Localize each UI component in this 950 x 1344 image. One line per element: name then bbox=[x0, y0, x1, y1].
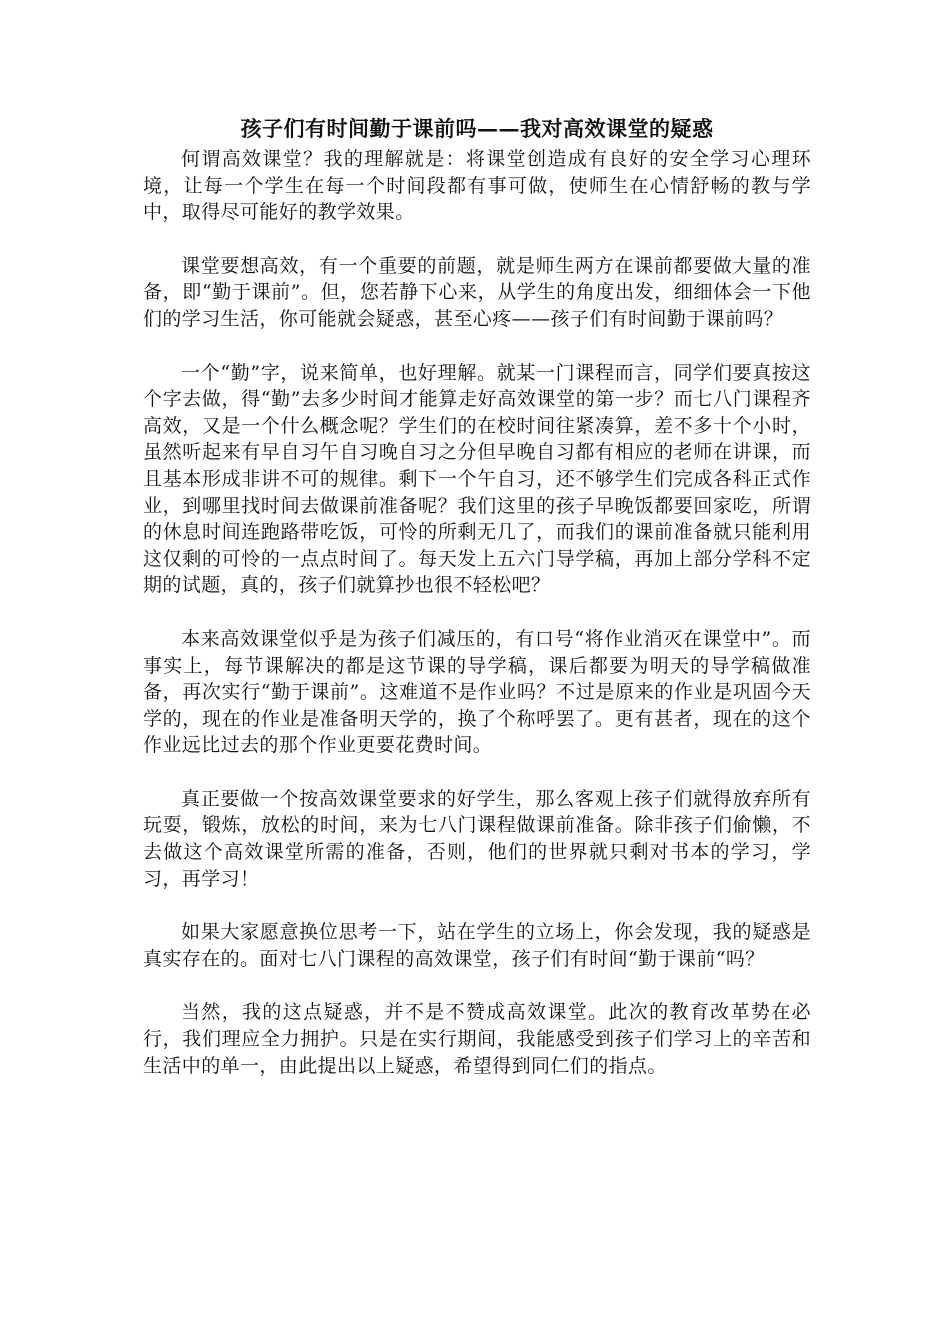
paragraph: 本来高效课堂似乎是为孩子们减压的，有口号“将作业消灭在课堂中”。而事实上，每节课解决的都是这节课的导学稿，课后都要为明天的导学稿做准备，再次实行“勤于课前”。这难道不是作业吗？不过是原来的作业是巩固今天学的，现在的作业是准备明天学的，换了个称呼罢了。更有甚者，现在的这个作业远比过去的那个作业更要花费时间。 bbox=[143, 627, 811, 757]
document-body bbox=[143, 112, 811, 1106]
paragraph: 如果大家愿意换位思考一下，站在学生的立场上，你会发现，我的疑惑是真实存在的。面对七八门课程的高效课堂，孩子们有时间“勤于课前“吗？ bbox=[143, 921, 811, 970]
paragraph: 真正要做一个按高效课堂要求的好学生，那么客观上孩子们就得放弃所有玩耍，锻炼，放松的时间，来为七八门课程做课前准备。除非孩子们偷懒，不去做这个高效课堂所需的准备，否则，他们的世界就只剩对书本的学习，学习，再学习！ bbox=[143, 787, 811, 890]
document-title: 孩子们有时间勤于课前吗——我对高效课堂的疑惑 bbox=[240, 116, 714, 141]
paragraph: 课堂要想高效，有一个重要的前题，就是师生两方在课前都要做大量的准备，即“勤于课前”。但，您若静下心来，从学生的角度出发，细细体会一下他们的学习生活，你可能就会疑惑，甚至心疼——孩子们有时间勤于课前吗？ bbox=[143, 254, 811, 330]
paragraph: 当然，我的这点疑惑，并不是不赞成高效课堂。此次的教育改革势在必行，我们理应全力拥护。只是在实行期间，我能感受到孩子们学习上的辛苦和生活中的单一，由此提出以上疑惑，希望得到同仁们的指点。 bbox=[143, 1001, 811, 1077]
paragraph: 何谓高效课堂？我的理解就是：将课堂创造成有良好的安全学习心理环境，让每一个学生在每一个时间段都有事可做，使师生在心情舒畅的教与学中，取得尽可能好的教学效果。 bbox=[143, 148, 811, 224]
paragraph: 一个“勤”字，说来简单，也好理解。就某一门课程而言，同学们要真按这个字去做，得“勤”去多少时间才能算走好高效课堂的第一步？而七八门课程齐高效，又是一个什么概念呢？学生们的在校时间往紧凑算，差不多十个小时，虽然听起来有早自习午自习晚自习之分但早晚自习都有相应的老师在讲课，而且基本形成非讲不可的规律。剩下一个午自习，还不够学生们完成各科正式作业，到哪里找时间去做课前准备呢？我们这里的孩子早晚饭都要回家吃，所谓的休息时间连跑路带吃饭，可怜的所剩无几了，而我们的课前准备就只能利用这仅剩的可怜的一点点时间了。每天发上五六门导学稿，再加上部分学科不定期的试题，真的，孩子们就算抄也很不轻松吧？ bbox=[143, 361, 811, 597]
